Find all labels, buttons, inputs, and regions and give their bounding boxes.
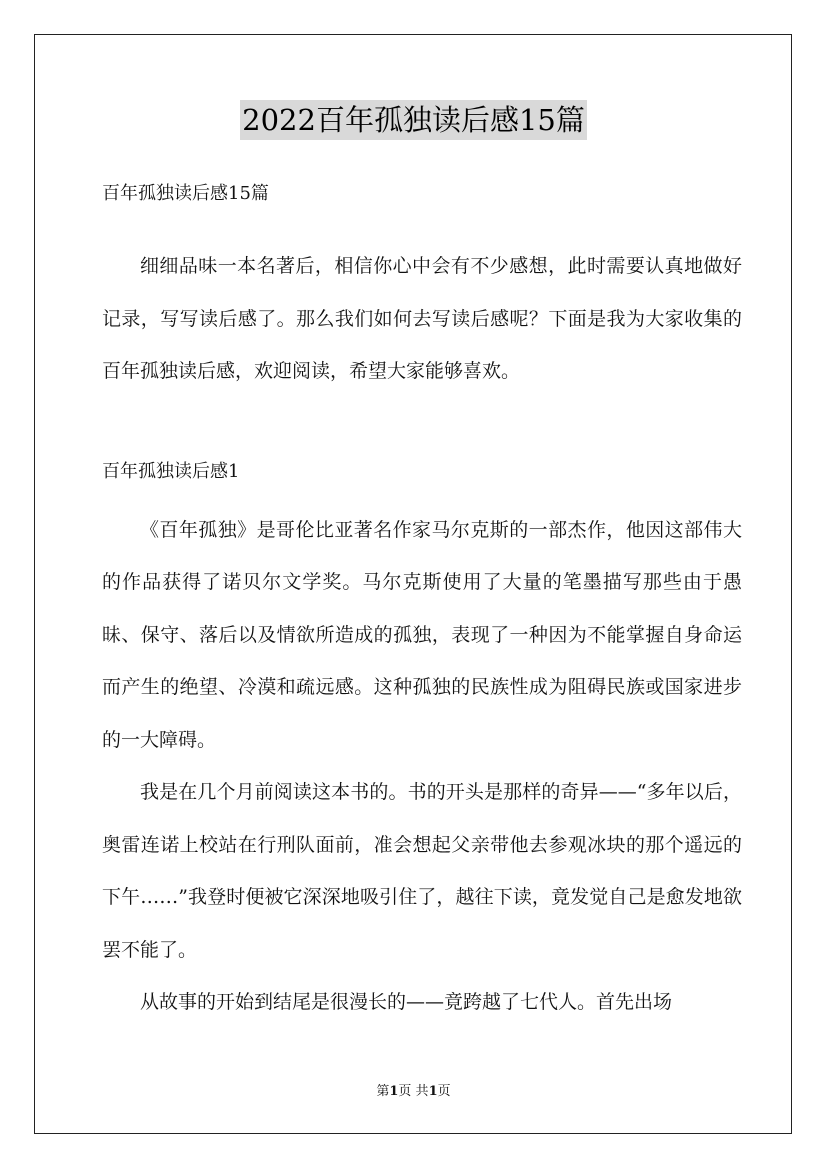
section-heading: 百年孤独读后感15篇 [102, 183, 269, 204]
document-title: 2022百年孤独读后感15篇 [240, 100, 587, 140]
footer-page-suffix: 页 [437, 1084, 451, 1099]
section-spacer [102, 398, 742, 454]
paragraph: 从故事的开始到结尾是很漫长的——竟跨越了七代人。首先出场 [140, 991, 673, 1013]
section-heading: 百年孤独读后感1 [102, 460, 240, 482]
footer-page-number: 1 [389, 1084, 399, 1099]
footer-page-mid: 页 共 [398, 1084, 429, 1099]
footer-page-total: 1 [428, 1084, 438, 1099]
paragraph: 细细品味一本名著后，相信你心中会有不少感想，此时需要认真地做好记录，写写读后感了。那么我们如何去写读后感呢？下面是我为大家收集的百年孤独读后感，欢迎阅读，希望大家能够喜欢。 [102, 255, 742, 382]
footer-page-prefix: 第 [376, 1084, 390, 1099]
paragraph: 我是在几个月前阅读这本书的。书的开头是那样的奇异——“多年以后，奥雷连诺上校站在行刑队面前，准会想起父亲带他去参观冰块的那个遥远的下午……”我登时便被它深深地吸引住了，越往下读，竟发觉自己是愈发地欲罢不能了。 [102, 781, 742, 961]
page-footer [0, 1083, 827, 1101]
paragraph: 《百年孤独》是哥伦比亚著名作家马尔克斯的一部杰作，他因这部伟大的作品获得了诺贝尔文学奖。马尔克斯使用了大量的笔墨描写那些由于愚昧、保守、落后以及情欲所造成的孤独，表现了一种因为不能掌握自身命运而产生的绝望、冷漠和疏远感。这种孤独的民族性成为阻碍民族或国家进步的一大障碍。 [102, 518, 742, 751]
document-body [102, 176, 742, 1029]
title-container [0, 100, 827, 140]
